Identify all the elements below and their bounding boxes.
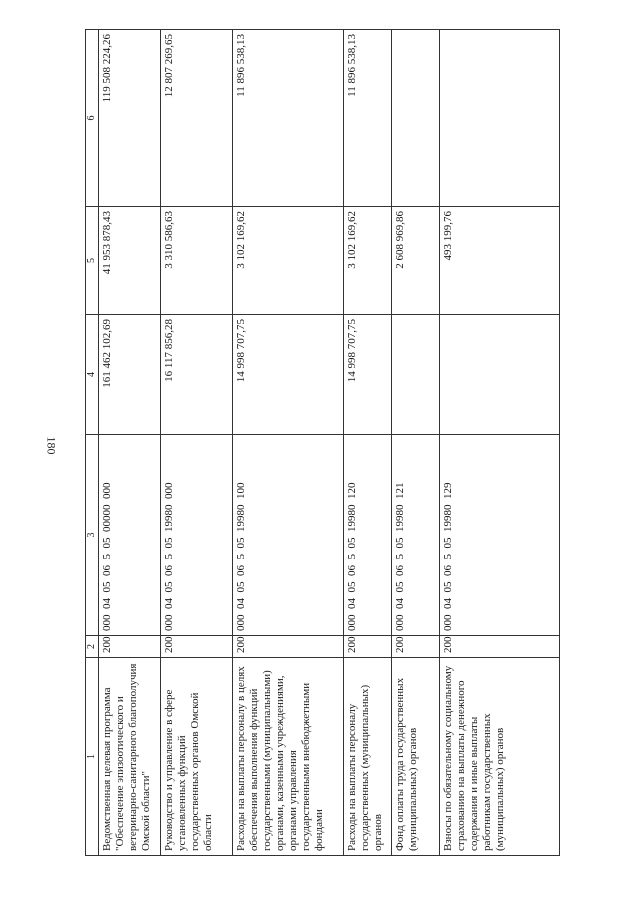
row-amount-col4: 14 998 707,75 [344,315,392,435]
header-col-3: 3 [86,435,99,636]
table-row [344,30,392,856]
row-budget-code: 000 04 05 06 5 05 19980 100 [233,435,344,636]
row-budget-code: 000 04 05 06 5 05 19980 121 [392,435,440,636]
row-budget-code: 000 04 05 06 5 05 19980 129 [440,435,560,636]
table-row [233,30,344,856]
row-amount-col5: 41 953 878,43 [99,207,161,315]
row-budget-code: 000 04 05 06 5 05 19980 000 [161,435,233,636]
row-amount-col4: 14 998 707,75 [233,315,344,435]
header-col-5: 5 [86,207,99,315]
row-admin-code: 200 [392,636,440,658]
header-col-2: 2 [86,636,99,658]
row-amount-col4: 161 462 102,69 [99,315,161,435]
row-admin-code: 200 [344,636,392,658]
header-row [86,30,99,856]
row-amount-col5: 493 199,76 [440,207,560,315]
row-amount-col6: 11 896 538,13 [344,30,392,207]
row-amount-col5: 3 102 169,62 [344,207,392,315]
row-name: Фонд оплаты труда государственных (муниципальных) органов [392,658,440,856]
page-number: 180 [44,436,59,455]
row-name: Взносы по обязательному социальному страхованию на выплаты денежного содержания и иные выплаты работникам государственных (муниципальных) органов [440,658,560,856]
row-amount-col4 [440,315,560,435]
row-name: Расходы на выплаты персоналу в целях обеспечения выполнения функций государственными (муниципальными) органами, казенными учреждениями, органами управления государственными внебюджетными фондами [233,658,344,856]
row-amount-col6 [392,30,440,207]
row-amount-col6 [440,30,560,207]
row-amount-col5: 3 310 586,63 [161,207,233,315]
row-name: Руководство и управление в сфере установленных функций государственных органов Омской области [161,658,233,856]
row-amount-col6: 11 896 538,13 [233,30,344,207]
row-name: Ведомственная целевая программа "Обеспечение эпизоотического и ветеринарно-санитарного благополучия Омской области" [99,658,161,856]
row-amount-col5: 2 608 969,86 [392,207,440,315]
row-budget-code: 000 04 05 06 5 05 00000 000 [99,435,161,636]
table-row [440,30,560,856]
header-col-1: 1 [86,658,99,856]
row-amount-col4: 16 117 856,28 [161,315,233,435]
header-col-6: 6 [86,30,99,207]
table-row [392,30,440,856]
table-row [99,30,161,856]
row-admin-code: 200 [161,636,233,658]
row-admin-code: 200 [99,636,161,658]
row-amount-col6: 12 807 269,65 [161,30,233,207]
row-name: Расходы на выплаты персоналу государственных (муниципальных) органов [344,658,392,856]
row-admin-code: 200 [233,636,344,658]
table-row [161,30,233,856]
row-budget-code: 000 04 05 06 5 05 19980 120 [344,435,392,636]
header-col-4: 4 [86,315,99,435]
row-amount-col4 [392,315,440,435]
budget-table-container [85,30,560,856]
row-amount-col5: 3 102 169,62 [233,207,344,315]
row-amount-col6: 119 508 224,26 [99,30,161,207]
budget-table [85,29,560,856]
row-admin-code: 200 [440,636,560,658]
